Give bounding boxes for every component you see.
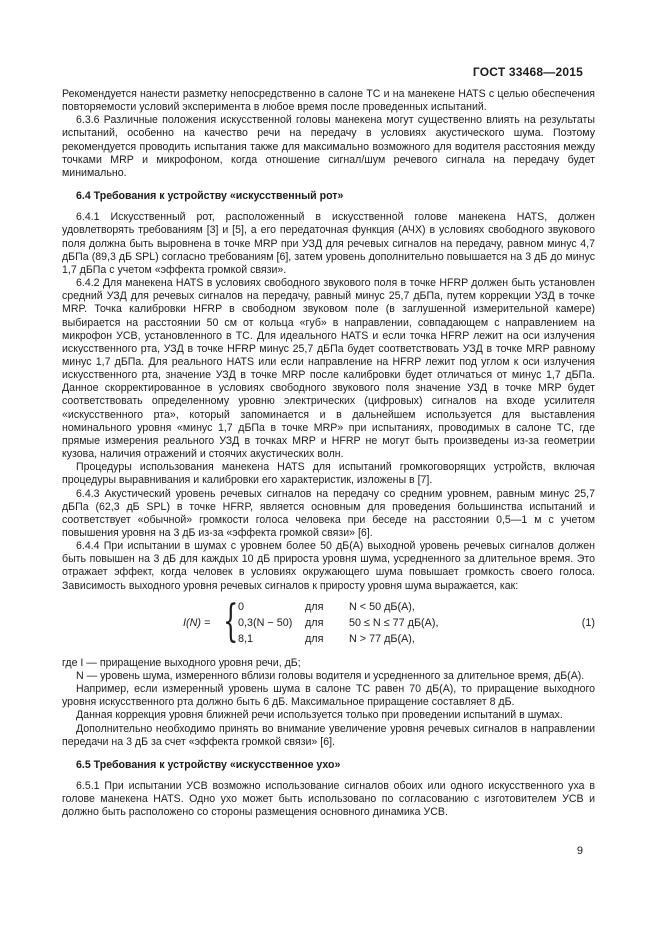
formula-brace: { (223, 595, 239, 647)
formula-word: для (305, 600, 324, 613)
where-I: где I — приращение выходного уровня речи, дБ; (62, 656, 301, 669)
formula-lhs: I(N) = (183, 616, 211, 629)
formula-row (62, 617, 595, 630)
formula-word: для (305, 632, 324, 645)
paragraph-6-4-2: 6.4.2 Для манекена HATS в условиях свободного звукового поля в точке HFRP должен быть установлен средний УЗД для речевых сигналов на передачу, равный минус 25,7 дБПа, путем коррекции УЗД в точке MRP. Точка калибровки HFRP в свободном звуковом поле (в заглушенной измерительной камере) выбирается на расстоянии 50 см от кольца «губ» в направлении, совпадающем с направлением на микрофон УСВ, установленного в ТС. Для идеального HATS и если точка HFRP лежит на оси излучения искусственного рта, УЗД в точке HFRP минус 25,7 дБПа будет соответствовать УЗД в точке MRP равному минус 1,7 дБПа. Для реального HATS или если направление на HFRP лежит под углом к оси излучения искусственного рта, значение УЗД в точке MRP после калибровки будет отличаться от минус 1,7 дБПа. Данное скорректированное в условиях свободного звукового поля значение УЗД в точке MRP будет соответствовать определенному уровню электрических (цифровых) сигналов на входе усилителя «искусственного рта», который запоминается и в дальнейшем используется для выставления номинального уровня «минус 1,7 дБПа в точке MRP» при испытаниях, проводимых в салоне ТС, где прямые измерения реального УЗД в точках MRP и HFRP не могут быть произведены из-за геометрии кузова, наличия отражений и стоячих акустических волн. (62, 277, 595, 461)
formula-number: (1) (581, 616, 595, 629)
formula-condition: N < 50 дБ(A), (349, 600, 415, 613)
page-number: 9 (576, 845, 583, 857)
paragraph-6-4-4: 6.4.4 При испытании в шумах с уровнем более 50 дБ(A) выходной уровень речевых сигналов должен быть повышен на 3 дБ для каждых 10 дБ прироста уровня шума, усредненного за длительное время. Это отражает эффект, когда человек в условиях окружающего шума повышает громкость своего голоса. Зависимость выходного уровня речевых сигналов к приросту уровня шума выражается, как: (62, 540, 595, 592)
formula-word: для (305, 616, 324, 629)
standard-header: ГОСТ 33468—2015 (472, 65, 583, 79)
paragraph-intro: Рекомендуется нанести разметку непосредственно в салоне ТС и на манекене HATS с целью обеспечения повторяемости условий эксперимента в любое время после проведенных испытаний. (62, 88, 595, 114)
paragraph-additional: Дополнительно необходимо принять во внимание увеличение уровня речевых сигналов в направлении передачи на 3 дБ за счет «эффекта громкой связи» [6]. (62, 722, 595, 748)
paragraph-6-4-3: 6.4.3 Акустический уровень речевых сигналов на передачу со средним уровнем, равным минус 25,7 дБПа (62,3 дБ SPL) в точке HFRP, является основным для проведения большинства испытаний и соответствует «обычной» громкости голоса человека при беседе на расстоянии 0,5—1 м с учетом повышения уровня на 3 дБ из-за «эффекта громкой связи» [6]. (62, 487, 595, 539)
page-content (62, 88, 595, 820)
formula-value: 0,3(N − 50) (238, 616, 293, 629)
formula-row (62, 633, 595, 646)
paragraph-procedures: Процедуры использования манекена HATS для испытаний громкоговорящих устройств, включая процедуры выравнивания и калибровки его характеристик, изложены в [7]. (62, 461, 595, 487)
heading-6-5: 6.5 Требования к устройству «искусственное ухо» (76, 758, 341, 771)
paragraph-6-3-6: 6.3.6 Различные положения искусственной головы манекена могут существенно влиять на результаты испытаний, особенно на качество речи на передачу в условиях акустического шума. Поэтому рекомендуется проводить испытания также для максимально возможного для водителя расстояния между точками MRP и микрофоном, когда отношение сигнал/шум речевого сигнала на передачу будет минимально. (62, 114, 595, 179)
heading-6-4: 6.4 Требования к устройству «искусственный рот» (76, 190, 344, 203)
formula-condition: N > 77 дБ(A), (349, 632, 415, 645)
formula-value: 8,1 (238, 632, 254, 645)
formula-row (62, 601, 595, 614)
formula-condition: 50 ≤ N ≤ 77 дБ(A), (349, 616, 439, 629)
paragraph-example: Например, если измеренный уровень шума в салоне ТС равен 70 дБ(A), то приращение выходного уровня искусственного рта должно быть 6 дБ. Максимальное приращение составляет 8 дБ. (62, 683, 595, 709)
paragraph-6-5-1: 6.5.1 При испытании УСВ возможно использование сигналов обоих или одного искусственного уха в голове манекена HATS. Одно ухо может быть использовано по согласованию с изготовителем УСВ и должно быть расположено со стороны размещения основного динамика УСВ. (62, 780, 595, 819)
formula-1 (62, 595, 595, 651)
formula-value: 0 (238, 600, 245, 613)
where-N: N — уровень шума, измеренного вблизи головы водителя и усредненного за длительное время, дБ(A). (76, 669, 585, 682)
paragraph-6-4-1: 6.4.1 Искусственный рот, расположенный в искусственной голове манекена HATS, должен удовлетворять требованиям [3] и [5], а его передаточная функция (АЧХ) в условиях свободного звукового поля должна быть выровнена в точке MRP при УЗД для речевых сигналов на передачу, равном минус 4,7 дБПа (89,3 дБ SPL) согласно требованиям [6], затем уровень дополнительно повышается на 3 дБ до минус 1,7 дБПа с учетом «эффекта громкой связи». (62, 211, 595, 276)
paragraph-correction: Данная коррекция уровня ближней речи используется только при проведении испытаний в шумах. (76, 709, 563, 722)
